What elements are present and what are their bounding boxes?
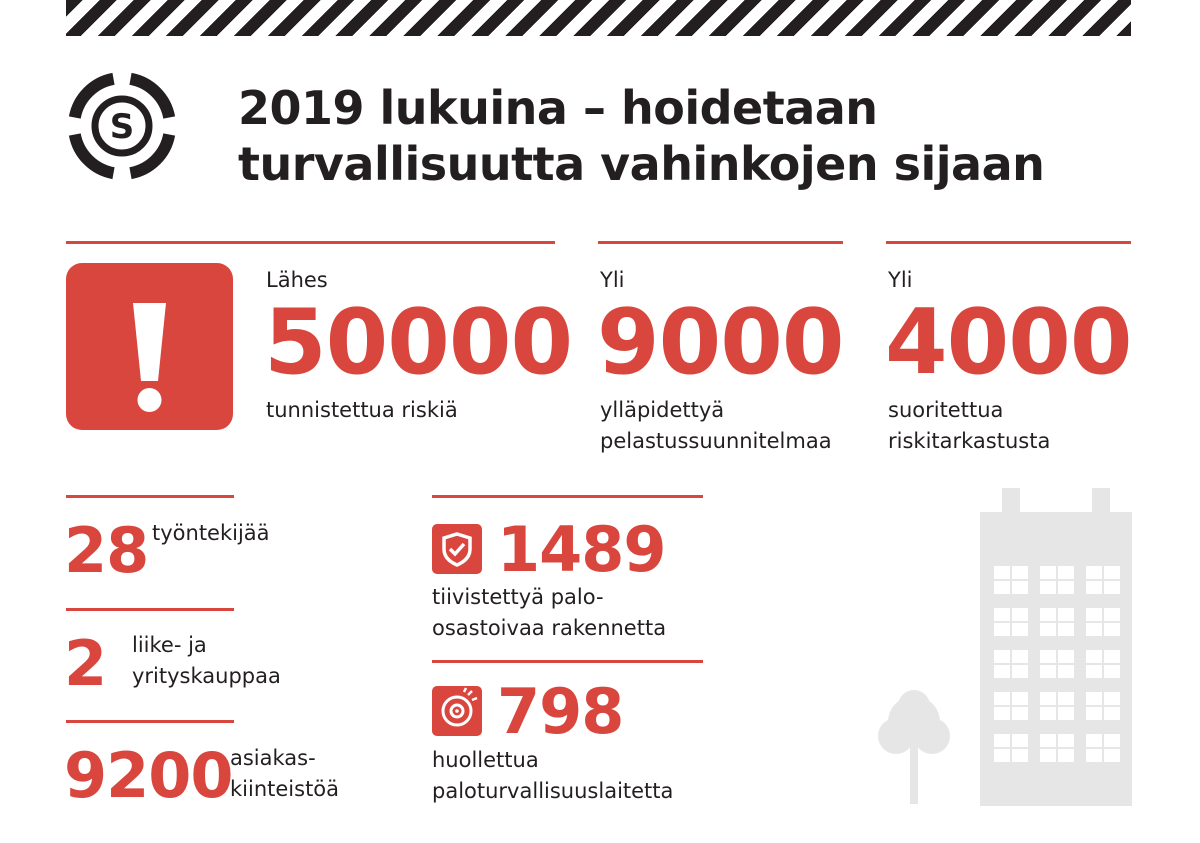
divider xyxy=(66,495,234,498)
stat-label: ylläpidettyä pelastussuunnitelmaa xyxy=(600,398,832,453)
stat-label: työntekijää xyxy=(152,521,270,545)
tree-icon xyxy=(878,690,950,804)
stat-value-fire-structures: 1489 xyxy=(497,513,666,586)
stat-prefix: Yli xyxy=(888,268,913,292)
stat-label: asiakas- kiinteistöä xyxy=(230,746,340,801)
stat-value-fire-devices: 798 xyxy=(497,675,624,748)
exclamation-icon xyxy=(66,263,233,430)
stat-value-inspections: 4000 xyxy=(885,290,1132,395)
stat-value-rescue-plans: 9000 xyxy=(597,290,844,395)
stat-prefix: Yli xyxy=(600,268,625,292)
city-illustration xyxy=(870,484,1132,806)
shield-check-icon xyxy=(432,524,482,574)
stat-value-properties: 9200 xyxy=(64,739,233,812)
stat-label: liike- ja yrityskauppaa xyxy=(132,633,281,688)
title-line-2: turvallisuutta vahinkojen sijaan xyxy=(238,137,1045,191)
stat-label: huollettua paloturvallisuuslaitetta xyxy=(432,748,674,803)
smoke-detector-icon xyxy=(432,686,482,736)
s-circle-logo-icon xyxy=(66,70,178,182)
stat-value-acquisitions: 2 xyxy=(64,627,107,700)
stat-label: tiivistettyä palo- osastoivaa rakennetta xyxy=(432,585,667,640)
divider xyxy=(886,241,1131,244)
stat-value-risks: 50000 xyxy=(264,290,573,395)
svg-text:S: S xyxy=(109,107,135,147)
divider xyxy=(66,241,555,244)
divider xyxy=(66,608,234,611)
stat-prefix: Lähes xyxy=(266,268,328,292)
divider xyxy=(432,495,703,498)
stat-label: suoritettua riskitarkastusta xyxy=(888,398,1051,453)
divider xyxy=(598,241,843,244)
page-title xyxy=(238,80,1044,192)
title-line-1: 2019 lukuina – hoidetaan xyxy=(238,81,878,135)
divider xyxy=(432,660,703,663)
stat-label: tunnistettua riskiä xyxy=(266,398,458,422)
stat-value-employees: 28 xyxy=(64,514,149,587)
divider xyxy=(66,720,234,723)
hazard-stripes xyxy=(66,0,1131,36)
